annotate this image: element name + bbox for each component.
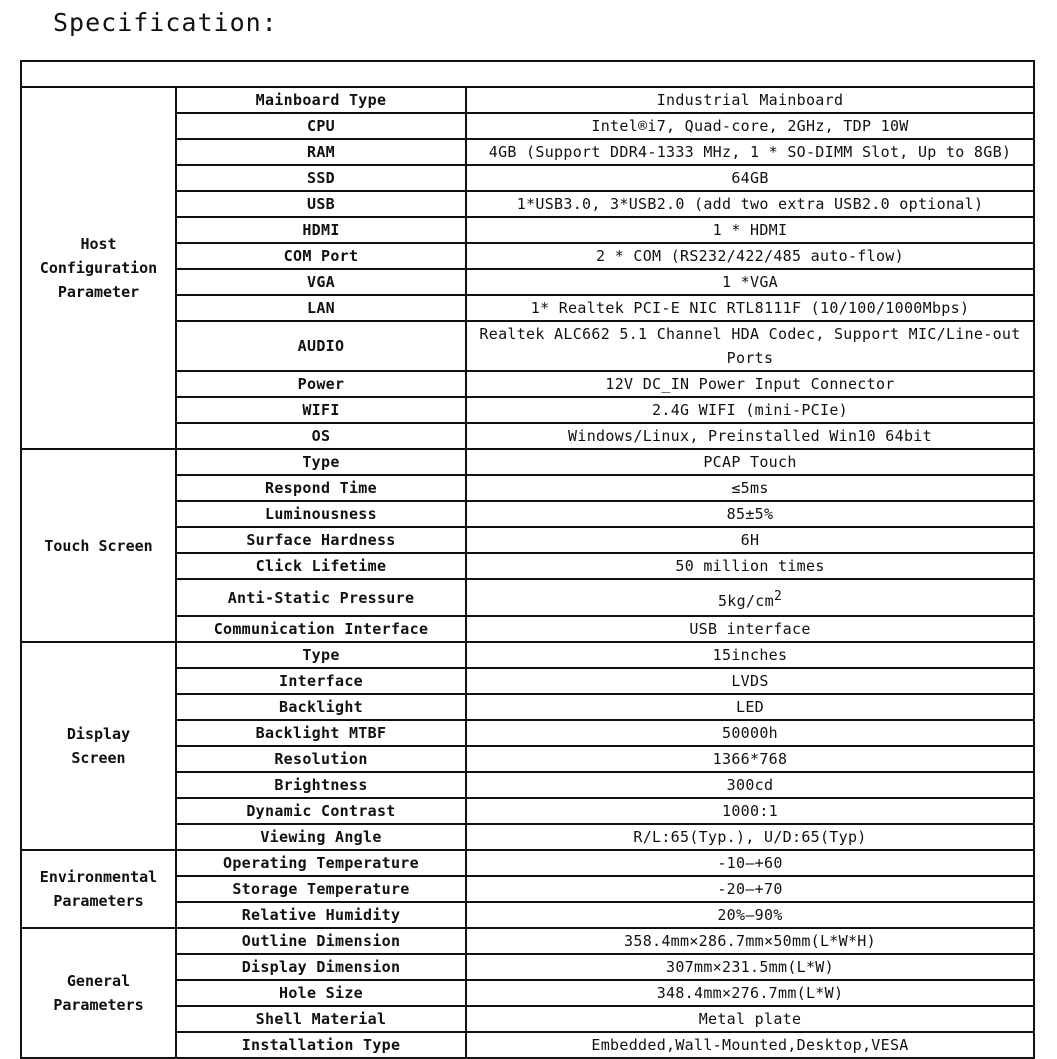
group-host-configuration: Host Configuration Parameter: [21, 87, 176, 449]
spec-key: Type: [176, 449, 466, 475]
spec-key: Brightness: [176, 772, 466, 798]
spec-key: Type: [176, 642, 466, 668]
spec-key: AUDIO: [176, 321, 466, 371]
spec-key: VGA: [176, 269, 466, 295]
spec-key: COM Port: [176, 243, 466, 269]
spec-value: 358.4mm×286.7mm×50mm(L*W*H): [466, 928, 1034, 954]
table-row: [21, 928, 1034, 954]
spec-value: Metal plate: [466, 1006, 1034, 1032]
spec-value: 2.4G WIFI (mini-PCIe): [466, 397, 1034, 423]
spec-value: 15inches: [466, 642, 1034, 668]
spec-value: Realtek ALC662 5.1 Channel HDA Codec, Support MIC/Line-out Ports: [466, 321, 1034, 371]
spec-value: LED: [466, 694, 1034, 720]
spec-value: 12V DC_IN Power Input Connector: [466, 371, 1034, 397]
spec-value: 20%—90%: [466, 902, 1034, 928]
spec-key: Hole Size: [176, 980, 466, 1006]
spec-key: OS: [176, 423, 466, 449]
spec-value: 64GB: [466, 165, 1034, 191]
spec-key: Installation Type: [176, 1032, 466, 1058]
spec-value: LVDS: [466, 668, 1034, 694]
spec-key: Viewing Angle: [176, 824, 466, 850]
spec-value: 85±5%: [466, 501, 1034, 527]
spec-value: 1366*768: [466, 746, 1034, 772]
spec-value: 1 * HDMI: [466, 217, 1034, 243]
spec-key: WIFI: [176, 397, 466, 423]
spec-value: 4GB (Support DDR4-1333 MHz, 1 * SO-DIMM Slot, Up to 8GB): [466, 139, 1034, 165]
table-row: [21, 449, 1034, 475]
spec-value: 1*USB3.0, 3*USB2.0 (add two extra USB2.0 optional): [466, 191, 1034, 217]
specification-table: [20, 60, 1035, 1059]
group-environmental-parameters: Environmental Parameters: [21, 850, 176, 928]
spec-key: Backlight: [176, 694, 466, 720]
spec-key: Operating Temperature: [176, 850, 466, 876]
table-header-row: [21, 61, 1034, 87]
spec-key: CPU: [176, 113, 466, 139]
spec-key: Click Lifetime: [176, 553, 466, 579]
spec-value: PCAP Touch: [466, 449, 1034, 475]
group-display-screen: Display Screen: [21, 642, 176, 850]
spec-key: Power: [176, 371, 466, 397]
spec-key: Dynamic Contrast: [176, 798, 466, 824]
spec-key: Backlight MTBF: [176, 720, 466, 746]
spec-value: 348.4mm×276.7mm(L*W): [466, 980, 1034, 1006]
spec-key: LAN: [176, 295, 466, 321]
spec-value: Industrial Mainboard: [466, 87, 1034, 113]
spec-value: 300cd: [466, 772, 1034, 798]
spec-key: Storage Temperature: [176, 876, 466, 902]
table-row: [21, 642, 1034, 668]
spec-value: ≤5ms: [466, 475, 1034, 501]
table-row: [21, 850, 1034, 876]
spec-value: 1 *VGA: [466, 269, 1034, 295]
spec-key: Communication Interface: [176, 616, 466, 642]
spec-value: 1000:1: [466, 798, 1034, 824]
spec-key: Resolution: [176, 746, 466, 772]
spec-key: Interface: [176, 668, 466, 694]
spec-key: Display Dimension: [176, 954, 466, 980]
spec-key: USB: [176, 191, 466, 217]
spec-value: 1* Realtek PCI-E NIC RTL8111F (10/100/1000Mbps): [466, 295, 1034, 321]
page-title: Specification:: [53, 8, 278, 37]
spec-value: 50000h: [466, 720, 1034, 746]
spec-value: -10—+60: [466, 850, 1034, 876]
spec-key: Shell Material: [176, 1006, 466, 1032]
spec-key: Anti-Static Pressure: [176, 579, 466, 616]
spec-value: Windows/Linux, Preinstalled Win10 64bit: [466, 423, 1034, 449]
spec-key: SSD: [176, 165, 466, 191]
spec-key: Outline Dimension: [176, 928, 466, 954]
spec-value: R/L:65(Typ.), U/D:65(Typ): [466, 824, 1034, 850]
spec-value: 50 million times: [466, 553, 1034, 579]
spec-value: USB interface: [466, 616, 1034, 642]
spec-value: $5kg/cm^2$: [466, 579, 1034, 616]
spec-value: 6H: [466, 527, 1034, 553]
spec-value: 307mm×231.5mm(L*W): [466, 954, 1034, 980]
spec-value: Embedded,Wall-Mounted,Desktop,VESA: [466, 1032, 1034, 1058]
spec-value: Intel®i7, Quad-core, 2GHz, TDP 10W: [466, 113, 1034, 139]
spec-key: Surface Hardness: [176, 527, 466, 553]
spec-key: HDMI: [176, 217, 466, 243]
group-general-parameters: General Parameters: [21, 928, 176, 1058]
spec-key: Mainboard Type: [176, 87, 466, 113]
spec-key: RAM: [176, 139, 466, 165]
spec-key: Luminousness: [176, 501, 466, 527]
spec-key: Respond Time: [176, 475, 466, 501]
spec-value: -20—+70: [466, 876, 1034, 902]
header-cell: [21, 61, 1034, 87]
spec-value: 2 * COM (RS232/422/485 auto-flow): [466, 243, 1034, 269]
group-touch-screen: Touch Screen: [21, 449, 176, 642]
spec-key: Relative Humidity: [176, 902, 466, 928]
table-row: [21, 87, 1034, 113]
